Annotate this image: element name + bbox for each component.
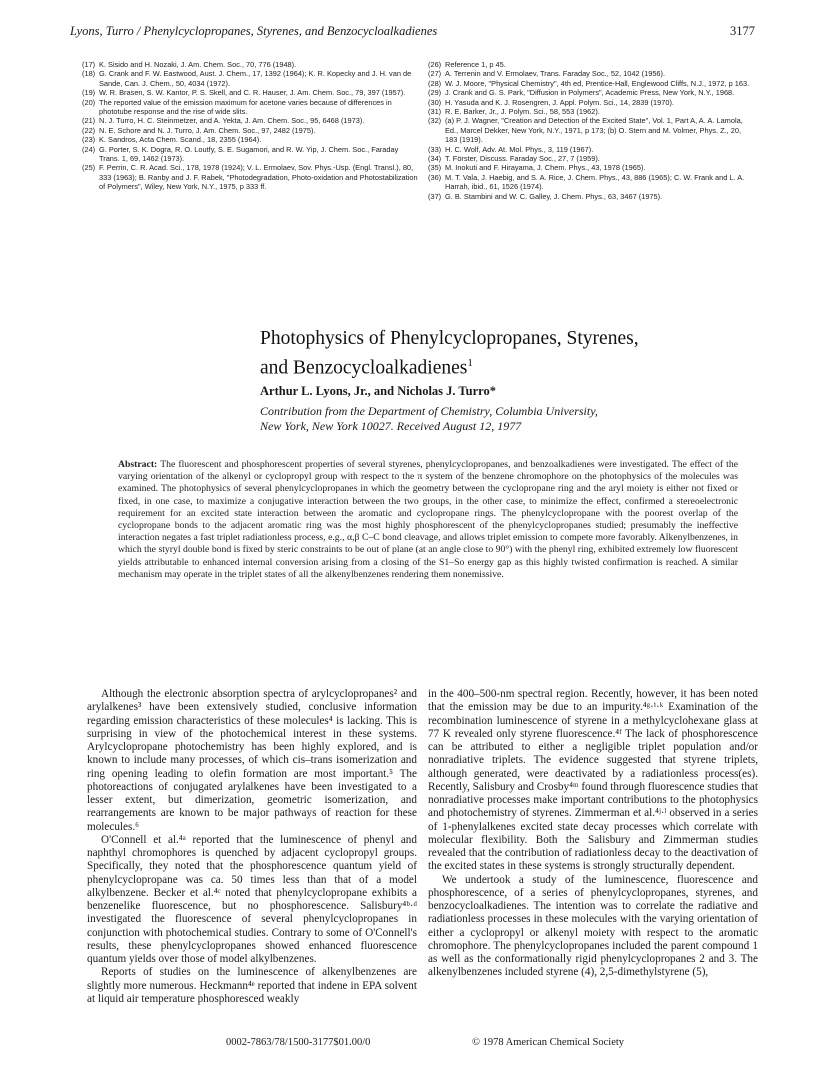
reference-entry	[82, 88, 420, 97]
reference-text: M. Inokuti and F. Hirayama, J. Chem. Phys., 43, 1978 (1965).	[445, 163, 646, 173]
reference-entry	[82, 60, 420, 69]
reference-entry	[82, 69, 420, 88]
reference-number: (26)	[428, 60, 442, 69]
reference-entry	[82, 116, 420, 125]
running-header	[70, 24, 755, 42]
affiliation-line-1: Contribution from the Department of Chemistry, Columbia University,	[260, 404, 598, 418]
body-right-column	[428, 688, 758, 980]
reference-number: (34)	[428, 154, 442, 164]
reference-text: Reference 1, p 45.	[445, 60, 506, 69]
reference-number: (29)	[428, 88, 442, 98]
title-superscript: 1	[467, 357, 473, 369]
references-right-column	[428, 60, 750, 201]
reference-number: (35)	[428, 163, 442, 173]
reference-text: W. R. Brasen, S. W. Kantor, P. S. Skell, and C. R. Hauser, J. Am. Chem. Soc., 79, 397 (1957).	[99, 88, 406, 98]
abstract-label: Abstract:	[118, 459, 158, 470]
reference-text: T. Förster, Discuss. Faraday Soc., 27, 7 (1959).	[445, 154, 600, 164]
body-left-column	[87, 688, 417, 1006]
reference-text: H. C. Wolf, Adv. At. Mol. Phys., 3, 119 (1967).	[445, 144, 594, 154]
reference-entry	[428, 69, 750, 78]
body-paragraph: in the 400–500-nm spectral region. Recently, however, it has been noted that the emission may be due to an impurity.⁴ᵍ·ⁱ·ᵏ Examination of the recombination luminescence of styrene in a methylcyclohexane glass at 77 K revealed only styrene fluorescence.⁴ᶠ The lack of phosphorescence can be attributed to either a negligible triplet population and/or nonradiative triplets. The evidence suggested that styrene triplets, although generated, were deactivated by a radiationless process(es). Recently, Salisbury and Crosby⁴ᵐ found through fluorescence studies that nonradiative processes make important contributions to the photophysics and photochemistry of styrenes. Zimmerman et al.⁴ʲ·ˡ observed in a series of 1-phenylalkenes excited state decay processes which correlate with molecular flexibility. Both the Salisbury and Zimmerman studies revealed that the contribution of radiationless decay to the deactivation of the excited states in these systems is strongly structurally dependent.	[428, 688, 758, 873]
abstract	[118, 459, 738, 581]
reference-number: (37)	[428, 191, 442, 201]
reference-number: (17)	[82, 60, 96, 69]
reference-entry	[82, 145, 420, 164]
reference-entry	[82, 163, 420, 191]
reference-text: G. Crank and F. W. Eastwood, Aust. J. Chem., 17, 1392 (1964); K. R. Kopecky and J. H. van de Sande, Can. J. Chem., 50, 4034 (1972).	[99, 69, 412, 88]
reference-number: (30)	[428, 97, 442, 107]
page-number: 3177	[730, 24, 755, 38]
reference-entry	[428, 107, 750, 116]
reference-entry	[428, 116, 750, 144]
reference-entry	[428, 192, 750, 201]
reference-text: H. Yasuda and K. J. Rosengren, J. Appl. Polym. Sci., 14, 2839 (1970).	[445, 97, 674, 107]
copyright: © 1978 American Chemical Society	[472, 1037, 625, 1048]
reference-number: (19)	[82, 88, 96, 98]
title-line-2	[260, 351, 730, 381]
body-paragraph: Reports of studies on the luminescence of alkenylbenzenes are slightly more numerous. Heckmann⁴ᵉ reported that indene in EPA solvent at liquid air temperature phosphoresced weakly	[87, 966, 417, 1005]
reference-number: (22)	[82, 125, 96, 135]
article-title	[260, 326, 730, 381]
reference-text: The reported value of the emission maximum for acetone varies because of differences in phototube response and the rise of wide slits.	[99, 97, 392, 117]
reference-number: (36)	[428, 172, 442, 182]
reference-entry	[82, 126, 420, 135]
reference-number: (20)	[82, 97, 96, 107]
body-paragraph: We undertook a study of the luminescence, fluorescence and phosphorescence, of a series of phenylcyclopropanes, styrenes, and benzocycloalkadienes. The intention was to correlate the radiative and radiationless processes in these molecules with the varying orientation of either a cyclopropyl or alkenyl moiety with respect to the aromatic chromophore. The phenylcyclopropanes included the parent compound 1 as well as the conformationally rigid phenylcyclopropanes 2 and 3. The alkenylbenzenes included styrene (4), 2,5-dimethylstyrene (5),	[428, 873, 758, 979]
reference-text: W. J. Moore, "Physical Chemistry", 4th ed, Prentice-Hall, Englewood Cliffs, N.J., 1972, p 163.	[445, 78, 750, 88]
affiliation	[260, 404, 740, 433]
reference-text: R. E. Barker, Jr., J. Polym. Sci., 58, 553 (1962).	[445, 107, 600, 117]
reference-number: (24)	[82, 144, 96, 154]
reference-text: M. T. Vala, J. Haebig, and S. A. Rice, J. Chem. Phys., 43, 886 (1965); C. W. Frank and L. A. Harrah, ibid., 61, 1526 (1974).	[445, 172, 745, 192]
reference-number: (18)	[82, 69, 96, 79]
page-footer	[0, 1037, 827, 1051]
title-line-2-text: and Benzocycloalkadienes	[260, 357, 468, 379]
reference-number: (27)	[428, 69, 442, 79]
journal-code: 0002-7863/78/1500-3177$01.00/0	[226, 1037, 371, 1048]
reference-text: (a) P. J. Wagner, "Creation and Detection of the Excited State", Vol. 1, Part A, A. A. Lamola, Ed., Marcel Dekker, New York, N.Y., 1971, p 173; (b) O. Stern and M. Volmer, Phys. Z., 20, 183 (1919).	[445, 116, 743, 145]
reference-entry	[428, 173, 750, 192]
reference-text: J. Crank and G. S. Park, "Diffusion in Polymers", Academic Press, New York, N.Y., 1968.	[445, 88, 735, 98]
references-left-column	[82, 60, 420, 192]
body-paragraph: Although the electronic absorption spectra of arylcyclopropanes² and arylalkenes³ have been extensively studied, conclusive information regarding emission characteristics of these molecules⁴ is lacking. This is surprising in view of the photochemical interest in these systems. Arylcyclopropane photochemistry has been highly explored, and is known to include many processes, of which cis–trans isomerization and ring opening leading to olefin formation are most important.⁵ The photoreactions of conjugated arylalkenes have been investigated to a lesser extent, but dimerization, geometric isomerization, and rearrangements are known to be major pathways of reaction for these molecules.⁶	[87, 688, 417, 833]
reference-entry	[428, 154, 750, 163]
reference-number: (28)	[428, 78, 442, 88]
reference-text: G. Porter, S. K. Dogra, R. O. Loutfy, S. E. Sugamori, and R. W. Yip, J. Chem. Soc., Faraday Trans. 1, 69, 1462 (1973).	[99, 144, 399, 164]
reference-entry	[428, 163, 750, 172]
reference-text: G. B. Stambini and W. C. Galley, J. Chem. Phys., 63, 3467 (1975).	[445, 191, 663, 201]
reference-text: K. Sisido and H. Nozaki, J. Am. Chem. Soc., 70, 776 (1948).	[99, 60, 297, 69]
reference-number: (32)	[428, 116, 442, 126]
abstract-text: The fluorescent and phosphorescent properties of several styrenes, phenylcyclopropanes, and benzoalkadienes were investigated. The effect of the varying orientation of the alkenyl or cyclopropyl group with respect to the π system of the benzene chromophore on the photophysics of the molecules was examined. The photophysics of several phenylcyclopropanes in which the geometry between the cyclopropane ring and the aryl moiety is either not fixed or fixed, in one case, to maximize a conjugative interaction between the two groups, in the other case, to minimize the effect, confirmed a stereoelectronic requirement for an excited state interaction between the aromatic and cyclopropane rings. The phenylcyclopropane with the poorest overlap of the cyclopropane bonds to the adjacent aromatic ring was the most highly phosphorescent of the phenylcyclopropanes studied; presumably the ineffective interaction negates a fast triplet radiationless process, e.g., α,β C–C bond cleavage, and allows triplet emission to compete more favorably. Alkenylbenzenes, in which the styryl double bond is fixed by steric constraints to be out of plane (at an angle close to 90°) with the phenyl ring, exhibited extremely low fluorescent yields attributable to enhanced internal conversion arising from a closing of the S1–So energy gap as this highly twisted confirmation is reached. A similar mechanism may operate in the triplet states of all the alkenylbenzenes rendering them nonemissive.	[118, 459, 739, 580]
reference-entry	[82, 135, 420, 144]
reference-number: (31)	[428, 107, 442, 117]
reference-entry	[428, 98, 750, 107]
reference-entry	[428, 145, 750, 154]
reference-text: A. Terrenin and V. Ermolaev, Trans. Faraday Soc., 52, 1042 (1956).	[445, 69, 666, 79]
reference-text: N. J. Turro, H. C. Steinmetzer, and A. Yekta, J. Am. Chem. Soc., 95, 6468 (1973).	[99, 116, 365, 126]
reference-entry	[428, 60, 750, 69]
reference-entry	[428, 79, 750, 88]
author-list: Arthur L. Lyons, Jr., and Nicholas J. Turro*	[260, 384, 496, 398]
reference-entry	[82, 98, 420, 117]
reference-number: (33)	[428, 144, 442, 154]
reference-number: (25)	[82, 163, 96, 173]
reference-text: N. E. Schore and N. J. Turro, J. Am. Chem. Soc., 97, 2482 (1975).	[99, 125, 316, 135]
reference-entry	[428, 88, 750, 97]
reference-number: (21)	[82, 116, 96, 126]
body-paragraph: O'Connell et al.⁴ᵃ reported that the luminescence of phenyl and naphthyl chromophores is quenched by adjacent cyclopropyl groups. Specifically, they noted that the phosphorescence quantum yield of phenylcyclopropane was ca. 50 times less than that of a model alkylbenzene. Becker et al.⁴ᶜ noted that phenylcyclopropane exhibits a benzenelike fluorescence, but no phosphorescence. Salisbury⁴ᵇ·ᵈ investigated the fluorescence of several phenylcyclopropanes in conjunction with photochemical studies. Contrary to some of O'Connell's results, these phenylcyclopropanes showed enhanced fluorescence quantum yields over those of model alkylbenzenes.	[87, 833, 417, 965]
running-title: Lyons, Turro / Phenylcyclopropanes, Styrenes, and Benzocycloalkadienes	[70, 24, 438, 38]
reference-text: F. Perrin, C. R. Acad. Sci., 178, 1978 (1924); V. L. Ermolaev, Sov. Phys.-Usp. (Engl. Transl.), 80, 333 (1963); B. Ranby and J. F. Rabek, "Photodegradation, Photo-oxidation and Photostabilization of Polymers", Wiley, New York, N.Y., 1975, p 333 ff.	[99, 163, 418, 192]
reference-text: K. Sandros, Acta Chem. Scand., 18, 2355 (1964).	[99, 135, 262, 145]
affiliation-line-2: New York, New York 10027. Received August 12, 1977	[260, 418, 522, 433]
title-line-1: Photophysics of Phenylcyclopropanes, Styrenes,	[260, 328, 639, 349]
reference-number: (23)	[82, 135, 96, 145]
